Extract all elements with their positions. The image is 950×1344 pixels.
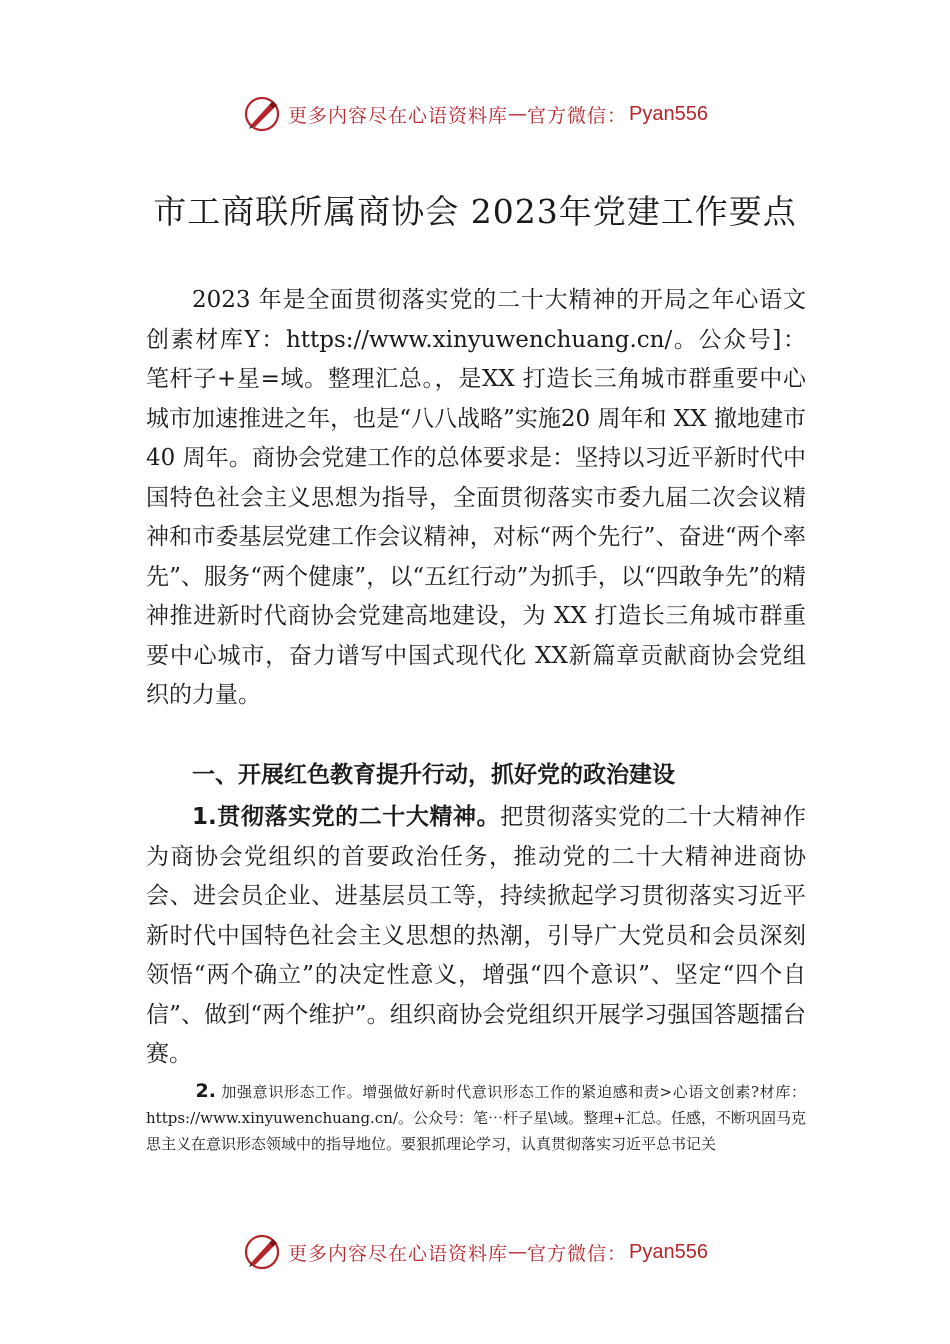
- banner-wechat-label: 官方微信：: [527, 104, 628, 127]
- header-banner: [0, 92, 950, 136]
- banner-separator: —: [508, 103, 528, 125]
- item-2-paragraph: [146, 1078, 806, 1157]
- item-2-section: [146, 1078, 806, 1157]
- item-2-number: 2.: [195, 1080, 216, 1102]
- document-title: 市工商联所属商协会 2023年党建工作要点: [153, 192, 797, 231]
- banner-wechat-id: Pyan556: [629, 102, 708, 125]
- banner-wechat-id: Pyan556: [629, 1240, 708, 1263]
- item-1-section: [146, 798, 806, 1075]
- banner-wechat-label: 官方微信：: [527, 1242, 628, 1265]
- banner-slogan: 更多内容尽在心语资料库: [288, 1242, 509, 1265]
- intro-section: [146, 281, 806, 716]
- banner-separator: —: [508, 1241, 528, 1263]
- pen-logo-icon: [242, 1232, 282, 1272]
- pen-logo-icon: [242, 94, 282, 134]
- intro-paragraph: 2023 年是全面贯彻落实党的二十大精神的开局之年心语文创素材库Y：https://www.xinyuwenchuang.cn/。公众号]：笔杆子+星=域。整理汇总。，是XX 打造长三角城市群重要中心城市加速推进之年，也是“八八战略”实施20 周年和 XX 撤地建市 40 周年。商协会党建工作的总体要求是：坚持以习近平新时代中国特色社会主义思想为指导，全面贯彻落实市委九届二次会议精神和市委基层党建工作会议精神，对标“两个先行”、奋进“两个率先”、服务“两个健康”，以“五红行动”为抓手，以“四敢争先”的精神推进新时代商协会党建高地建设，为 XX 打造长三角城市群重要中心城市，奋力谱写中国式现代化 XX新篇章贡献商协会党组织的力量。: [146, 287, 806, 708]
- item-1-lead: 1.贯彻落实党的二十大精神。: [192, 804, 501, 830]
- item-1-body: 把贯彻落实党的二十大精神作为商协会党组织的首要政治任务，推动党的二十大精神进商协会、进会员企业、进基层员工等，持续掀起学习贯彻落实习近平新时代中国特色社会主义思想的热潮，引导广大党员和会员深刻领悟“两个确立”的决定性意义，增强“四个意识”、坚定“四个自信”、做到“两个维护”。组织商协会党组织开展学习强国答题擂台赛。: [146, 804, 806, 1067]
- item-2-body: 加强意识形态工作。增强做好新时代意识形态工作的紧迫感和责>心语文创素?材库：https://www.xinyuwenchuang.cn/。公众号：笔⋯杆子星\域。整理+汇总。任感，不断巩固马克思主义在意识形态领域中的指导地位。要狠抓理论学习，认真贯彻落实习近平总书记关: [146, 1083, 806, 1153]
- footer-banner: [0, 1230, 950, 1274]
- banner-slogan: 更多内容尽在心语资料库: [288, 104, 509, 127]
- section-1-heading: 一、开展红色教育提升行动，抓好党的政治建设: [192, 762, 675, 788]
- item-1-paragraph: [146, 798, 806, 1075]
